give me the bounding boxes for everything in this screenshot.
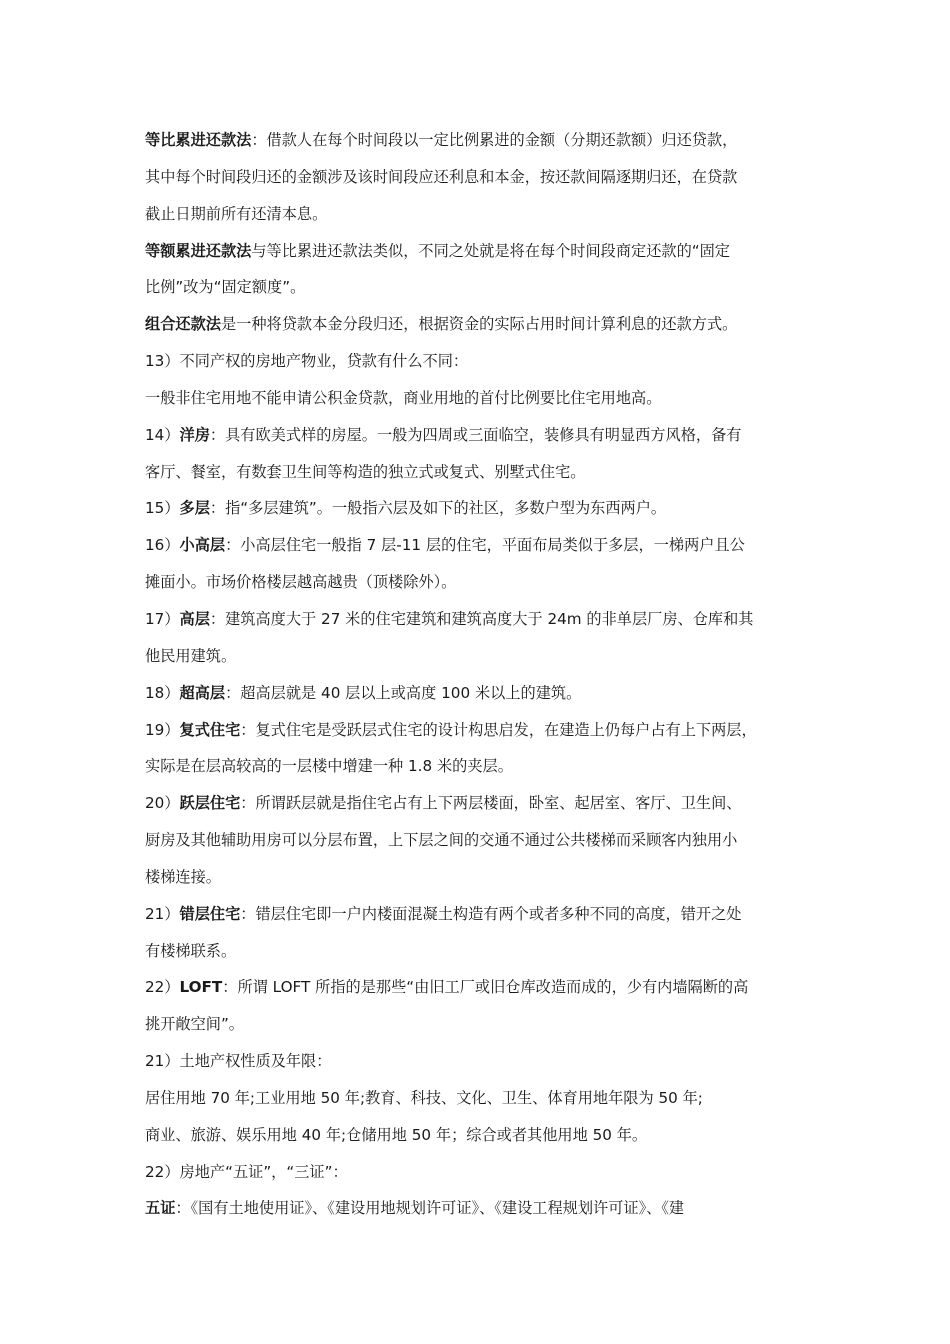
text-line xyxy=(145,454,820,491)
line-text: 楼梯连接。 xyxy=(145,867,221,886)
bold-term: 错层住宅 xyxy=(179,904,241,923)
text-line xyxy=(145,564,820,601)
line-text: ：小高层住宅一般指 7 层-11 层的住宅，平面布局类似于多层，一梯两户且公 xyxy=(225,536,745,555)
line-text: 挑开敞空间”。 xyxy=(145,1015,244,1034)
text-line xyxy=(145,343,820,380)
text-line xyxy=(145,380,820,417)
text-line xyxy=(145,933,820,970)
line-text: ：复式住宅是受跃层式住宅的设计构思启发，在建造上仍每户占有上下两层， xyxy=(240,720,757,739)
text-line xyxy=(145,712,820,749)
text-line xyxy=(145,1080,820,1117)
line-text: 居住用地 70 年;工业用地 50 年;教育、科技、文化、卫生、体育用地年限为 50 年; xyxy=(145,1088,703,1107)
line-text: 是一种将贷款本金分段归还，根据资金的实际占用时间计算利息的还款方式。 xyxy=(220,315,738,334)
prefix: 19） xyxy=(145,720,180,739)
text-line xyxy=(145,306,820,343)
line-text: 他民用建筑。 xyxy=(145,646,237,665)
bold-term: 小高层 xyxy=(179,536,226,555)
line-text: 其中每个时间段归还的金额涉及该时间段应还利息和本金，按还款间隔逐期归还，在贷款 xyxy=(145,167,738,186)
line-text: 实际是在层高较高的一层楼中增建一种 1.8 米的夹层。 xyxy=(145,757,513,776)
text-line xyxy=(145,638,820,675)
bold-term: 组合还款法 xyxy=(145,315,221,334)
text-line xyxy=(145,527,820,564)
line-text: ：借款人在每个时间段以一定比例累进的金额（分期还款额）归还贷款， xyxy=(251,131,738,149)
bold-term: 等比累进还款法 xyxy=(145,131,252,149)
text-line xyxy=(145,417,820,454)
line-text: 21）土地产权性质及年限： xyxy=(145,1052,332,1071)
line-text: ：错层住宅即一户内楼面混凝土构造有两个或者多种不同的高度，错开之处 xyxy=(240,904,742,923)
text-line xyxy=(145,1006,820,1043)
text-line xyxy=(145,1043,820,1080)
bold-term: LOFT xyxy=(179,978,223,997)
bold-term: 高层 xyxy=(179,609,210,628)
prefix: 15） xyxy=(145,499,180,518)
text-line xyxy=(145,675,820,712)
prefix: 20） xyxy=(145,794,180,813)
prefix: 21） xyxy=(145,904,180,923)
text-line xyxy=(145,785,820,822)
line-text: ：指“多层建筑”。一般指六层及如下的社区，多数户型为东西两户。 xyxy=(209,499,667,518)
line-text: ：超高层就是 40 层以上或高度 100 米以上的建筑。 xyxy=(225,683,582,702)
text-line xyxy=(145,122,820,159)
line-text: 客厅、餐室，有数套卫生间等构造的独立式或复式、别墅式住宅。 xyxy=(145,462,586,481)
line-text: 截止日期前所有还清本息。 xyxy=(145,204,328,223)
text-line xyxy=(145,196,820,233)
line-text: ：所谓跃层就是指住宅占有上下两层楼面，卧室、起居室、客厅、卫生间、 xyxy=(240,794,742,813)
prefix: 17） xyxy=(145,609,180,628)
text-line xyxy=(145,233,820,270)
line-text: 22）房地产“五证”，“三证”： xyxy=(145,1162,348,1181)
text-line xyxy=(145,822,820,859)
line-text: 与等比累进还款法类似，不同之处就是将在每个时间段商定还款的“固定 xyxy=(251,241,730,260)
line-text: ：所谓 LOFT 所指的是那些“由旧工厂或旧仓库改造而成的，少有内墙隔断的高 xyxy=(222,978,749,997)
bold-term: 跃层住宅 xyxy=(179,794,241,813)
line-text: 有楼梯联系。 xyxy=(145,941,237,960)
text-line xyxy=(145,969,820,1006)
bold-term: 复式住宅 xyxy=(179,720,241,739)
line-text: 商业、旅游、娱乐用地 40 年;仓储用地 50 年；综合或者其他用地 50 年。 xyxy=(145,1125,648,1144)
bold-term: 洋房 xyxy=(179,425,210,444)
bold-term: 等额累进还款法 xyxy=(145,241,252,260)
bold-term: 超高层 xyxy=(179,683,226,702)
text-line xyxy=(145,1117,820,1154)
text-line xyxy=(145,601,820,638)
text-line xyxy=(145,859,820,896)
line-text: 13）不同产权的房地产物业，贷款有什么不同： xyxy=(145,352,469,371)
line-text: 厨房及其他辅助用房可以分层布置，上下层之间的交通不通过公共楼梯而采顾客内独用小 xyxy=(145,831,738,850)
line-text: 一般非住宅用地不能申请公积金贷款，商业用地的首付比例要比住宅用地高。 xyxy=(145,388,662,407)
document-body xyxy=(145,122,820,1227)
text-line xyxy=(145,269,820,306)
text-line xyxy=(145,1154,820,1191)
prefix: 18） xyxy=(145,683,180,702)
bold-term: 多层 xyxy=(179,499,210,518)
line-text: 比例”改为“固定额度”。 xyxy=(145,278,306,297)
prefix: 22） xyxy=(145,978,180,997)
line-text: 摊面小。市场价格楼层越高越贵（顶楼除外）。 xyxy=(145,573,457,592)
text-line xyxy=(145,490,820,527)
text-line xyxy=(145,748,820,785)
bold-term: 五证 xyxy=(145,1199,176,1218)
text-line xyxy=(145,896,820,933)
text-line xyxy=(145,159,820,196)
text-line xyxy=(145,1190,820,1227)
line-text: ：建筑高度大于 27 米的住宅建筑和建筑高度大于 24m 的非单层厂房、仓库和其 xyxy=(209,609,754,628)
line-text: ：具有欧美式样的房屋。一般为四周或三面临空，装修具有明显西方风格，备有 xyxy=(209,425,742,444)
prefix: 16） xyxy=(145,536,180,555)
prefix: 14） xyxy=(145,425,180,444)
line-text: ：《国有土地使用证》、《建设用地规划许可证》、《建设工程规划许可证》、《建 xyxy=(175,1199,685,1218)
